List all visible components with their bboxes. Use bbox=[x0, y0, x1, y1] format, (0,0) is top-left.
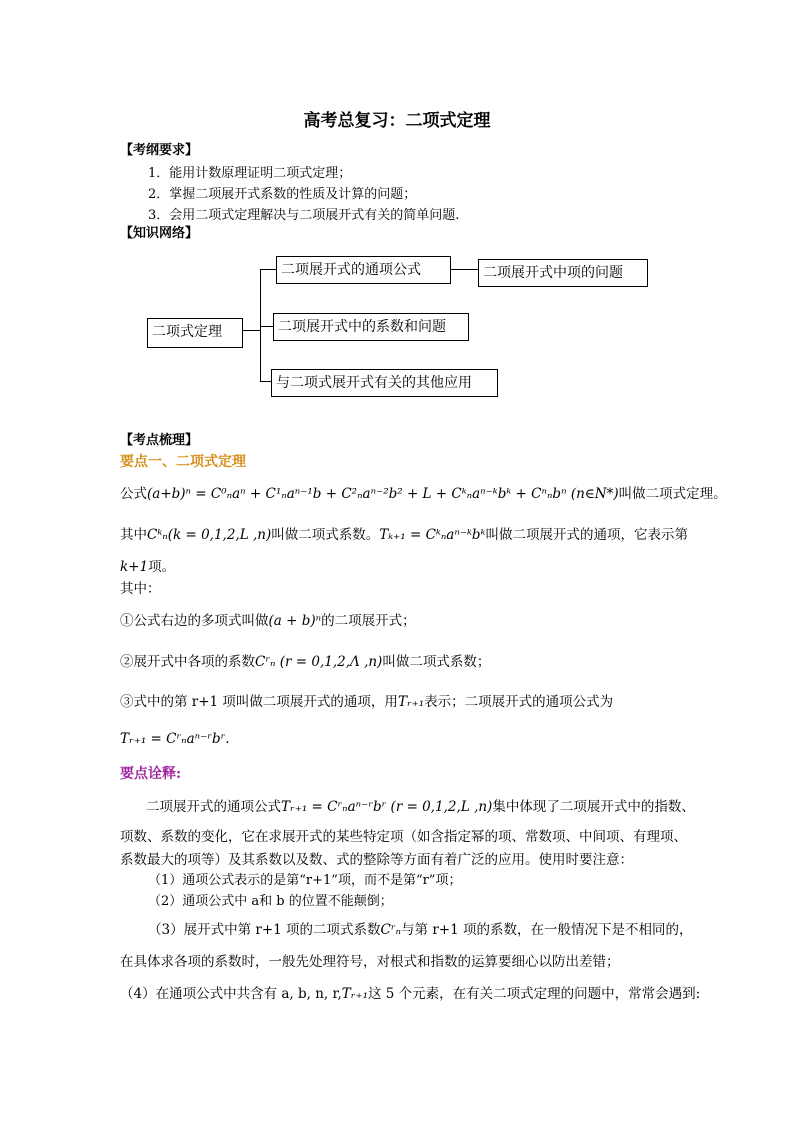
connector-branch-1 bbox=[260, 269, 276, 270]
text-segment: 叫做二项式系数； bbox=[382, 654, 491, 670]
text-segment: ②展开式中各项的系数 bbox=[120, 654, 255, 670]
explain-note-3-cont: 在具体求各项的系数时，一般先处理符号，对根式和指数的运算要细心以防出差错； bbox=[120, 954, 620, 970]
explain-para-3: 系数最大的项等）及其系数以及数、式的整除等方面有着广泛的应用。使用时要注意： bbox=[120, 852, 633, 868]
text-segment: 二项展开式的通项公式 bbox=[146, 799, 281, 815]
page-title: 高考总复习：二项式定理 bbox=[303, 111, 491, 131]
explain-note-2: （2）通项公式中 a和 b 的位置不能颠倒； bbox=[148, 894, 393, 909]
note-circle-1 bbox=[120, 609, 416, 629]
term-symbol-math-2: Tᵣ₊₁ bbox=[341, 986, 369, 1002]
among-label: 其中： bbox=[120, 581, 161, 597]
point1-heading: 要点一、二项式定理 bbox=[120, 454, 246, 470]
connector-branch-2 bbox=[260, 326, 274, 327]
explain-note-4 bbox=[120, 982, 700, 1002]
connector-root bbox=[242, 330, 260, 331]
text-segment: 叫做二项式系数。 bbox=[271, 527, 380, 543]
explain-para-1 bbox=[146, 795, 695, 815]
expansion-math: (a + b)ⁿ bbox=[268, 613, 322, 629]
explain-note-3 bbox=[148, 918, 692, 938]
text-segment: 的二项展开式； bbox=[321, 613, 416, 629]
node-general-term: 二项展开式的通项公式 bbox=[276, 256, 451, 284]
requirement-item-2: 2．掌握二项展开式系数的性质及计算的问题； bbox=[148, 187, 417, 202]
binomial-coef-math-2: Cʳₙ bbox=[380, 922, 402, 938]
general-term-formula: Tᵣ₊₁ = Cʳₙaⁿ⁻ʳbʳ. bbox=[120, 731, 230, 747]
node-other-applications: 与二项式展开式有关的其他应用 bbox=[271, 369, 498, 397]
text-segment: 集中体现了二项展开式中的指数、 bbox=[492, 799, 695, 815]
coefficient-line bbox=[120, 523, 688, 543]
connector-branch-1-right bbox=[451, 269, 479, 270]
explain-note-1: （1）通项公式表示的是第“r+1”项，而不是第“r”项； bbox=[148, 873, 462, 888]
node-term-problem: 二项展开式中项的问题 bbox=[478, 259, 648, 287]
coefficient-math: Cᵏₙ(k = 0,1,2,L ,n) bbox=[147, 527, 272, 543]
review-heading: 【考点梳理】 bbox=[120, 433, 199, 448]
node-binomial-theorem: 二项式定理 bbox=[147, 318, 243, 348]
text-segment: 与第 r+1 项的系数，在一般情况下是不相同的， bbox=[401, 922, 693, 938]
text-segment: 叫做二项展开式的通项，它表示第 bbox=[485, 527, 688, 543]
requirement-item-3: 3．会用二项式定理解决与二项展开式有关的简单问题. bbox=[148, 208, 460, 223]
term-symbol-math: Tᵣ₊₁ bbox=[397, 694, 425, 710]
text-segment: ①公式右边的多项式叫做 bbox=[120, 613, 269, 629]
formula-prefix: 公式 bbox=[120, 486, 147, 502]
text-segment: 这 5 个元素，在有关二项式定理的问题中，常常会遇到: bbox=[368, 986, 701, 1002]
general-term-math-2: Tᵣ₊₁ = Cʳₙaⁿ⁻ʳbʳ (r = 0,1,2,L ,n) bbox=[281, 799, 493, 815]
binomial-coef-math: Cʳₙ (r = 0,1,2,Λ ,n) bbox=[255, 654, 383, 670]
binomial-formula: (a+b)ⁿ = C⁰ₙaⁿ + C¹ₙaⁿ⁻¹b + C²ₙaⁿ⁻²b² + L + Cᵏₙaⁿ⁻ᵏbᵏ + Cⁿₙbⁿ (n∈N*) bbox=[147, 486, 619, 502]
text-segment: ③式中的第 r+1 项叫做二项展开式的通项，用 bbox=[120, 694, 398, 710]
node-coefficient-sum: 二项展开式中的系数和问题 bbox=[273, 313, 469, 341]
requirement-item-1: 1．能用计数原理证明二项式定理； bbox=[148, 166, 352, 181]
formula-suffix: 叫做二项式定理。 bbox=[618, 486, 727, 502]
text-segment: 表示；二项展开式的通项公式为 bbox=[424, 694, 614, 710]
text-segment: 项。 bbox=[148, 559, 176, 575]
term-index-math: k+1 bbox=[120, 559, 149, 575]
general-term-math: Tₖ₊₁ = Cᵏₙaⁿ⁻ᵏbᵏ bbox=[379, 527, 486, 543]
network-heading: 【知识网络】 bbox=[120, 226, 199, 241]
text-segment: 其中 bbox=[120, 527, 147, 543]
explain-heading: 要点诠释: bbox=[120, 766, 182, 782]
note-circle-3 bbox=[120, 690, 613, 710]
requirements-heading: 【考纲要求】 bbox=[120, 143, 199, 158]
text-segment: （3）展开式中第 r+1 项的二项式系数 bbox=[148, 922, 381, 938]
binomial-formula-line bbox=[120, 482, 727, 502]
note-circle-2 bbox=[120, 650, 490, 670]
explain-para-2: 项数、系数的变化，它在求展开式的某些特定项（如含指定幂的项、常数项、中间项、有理项、 bbox=[120, 829, 687, 845]
term-index-line bbox=[120, 555, 175, 575]
text-segment: （4）在通项公式中共含有 a, b, n, r, bbox=[120, 986, 342, 1002]
